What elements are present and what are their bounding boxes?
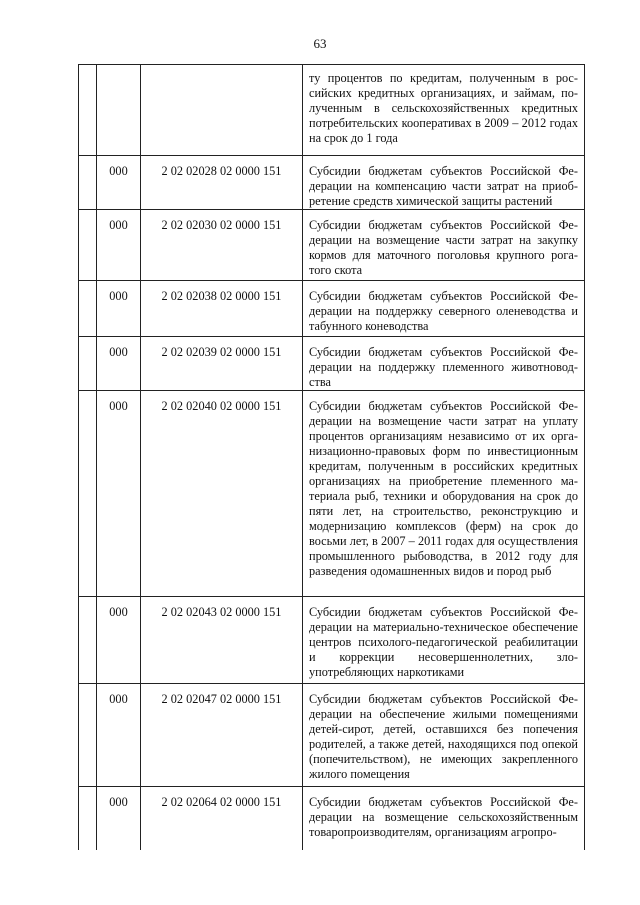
side-strip-cell: [79, 597, 97, 684]
side-strip-cell: [79, 684, 97, 787]
admin-code-cell: [97, 65, 141, 156]
budget-code-cell: 2 02 02028 02 0000 151: [141, 156, 303, 210]
budget-classification-table: [78, 64, 585, 850]
table-row: [79, 65, 585, 156]
budget-code-cell: 2 02 02038 02 0000 151: [141, 281, 303, 337]
income-name-cell: Субсидии бюджетам субъектов Российской Федерации на возмещение части затрат на закупку кормов для маточного поголовья крупного рогатого скота: [303, 210, 585, 281]
income-name-cell: Субсидии бюджетам субъектов Российской Федерации на материально-техническое обеспечение центров психолого-педагогической реабилитации и коррекции несовершеннолетних, злоупотребляющих наркотиками: [303, 597, 585, 684]
table-row: [79, 337, 585, 391]
budget-code-cell: 2 02 02039 02 0000 151: [141, 337, 303, 391]
side-strip-cell: [79, 281, 97, 337]
side-strip-cell: [79, 210, 97, 281]
table-row: [79, 684, 585, 787]
table-row: [79, 156, 585, 210]
income-name-cell: Субсидии бюджетам субъектов Российской Федерации на возмещение части затрат на уплату процентов организациям независимо от их организационно-правовых форм по инвестиционным кредитам, полученным в российских кредитных организациях на приобретение племенного материала рыб, техники и оборудования на срок до пяти лет, на строительство, реконструкцию и модернизацию комплексов (ферм) на срок до восьми лет, в 2007 – 2011 годах для осуществления промышленного рыбоводства, в 2012 году для разведения одомашненных видов и пород рыб: [303, 391, 585, 597]
admin-code-cell: 000: [97, 391, 141, 597]
income-name-cell: Субсидии бюджетам субъектов Российской Федерации на возмещение сельскохозяйственным товаропроизводителям, организациям агропро-: [303, 787, 585, 850]
admin-code-cell: 000: [97, 337, 141, 391]
budget-code-cell: 2 02 02064 02 0000 151: [141, 787, 303, 850]
admin-code-cell: 000: [97, 156, 141, 210]
table-row: [79, 210, 585, 281]
budget-code-cell: 2 02 02040 02 0000 151: [141, 391, 303, 597]
income-name-cell: Субсидии бюджетам субъектов Российской Федерации на поддержку северного оленеводства и табунного коневодства: [303, 281, 585, 337]
table-row: [79, 391, 585, 597]
admin-code-cell: 000: [97, 684, 141, 787]
side-strip-cell: [79, 787, 97, 850]
income-name-cell: Субсидии бюджетам субъектов Российской Федерации на компенсацию части затрат на приобретение средств химической защиты растений: [303, 156, 585, 210]
side-strip-cell: [79, 391, 97, 597]
admin-code-cell: 000: [97, 787, 141, 850]
budget-code-cell: 2 02 02047 02 0000 151: [141, 684, 303, 787]
side-strip-cell: [79, 156, 97, 210]
admin-code-cell: 000: [97, 281, 141, 337]
budget-code-cell: 2 02 02043 02 0000 151: [141, 597, 303, 684]
table-row: [79, 597, 585, 684]
side-strip-cell: [79, 337, 97, 391]
admin-code-cell: 000: [97, 597, 141, 684]
budget-code-cell: [141, 65, 303, 156]
admin-code-cell: 000: [97, 210, 141, 281]
side-strip-cell: [79, 65, 97, 156]
income-name-cell: Субсидии бюджетам субъектов Российской Федерации на обеспечение жилыми помещениями детей-сирот, детей, оставшихся без попечения родителей, а также детей, находящихся под опекой (попечительством), не имеющих закрепленного жилого помещения: [303, 684, 585, 787]
table-row: [79, 787, 585, 850]
page-number: 63: [313, 36, 327, 51]
income-name-cell: ту процентов по кредитам, полученным в российских кредитных организациях, и займам, полученным в сельскохозяйственных кредитных потребительских кооперативах в 2009 – 2012 годах на срок до 1 года: [303, 65, 585, 156]
income-name-cell: Субсидии бюджетам субъектов Российской Федерации на поддержку племенного животноводства: [303, 337, 585, 391]
budget-code-cell: 2 02 02030 02 0000 151: [141, 210, 303, 281]
table-row: [79, 281, 585, 337]
